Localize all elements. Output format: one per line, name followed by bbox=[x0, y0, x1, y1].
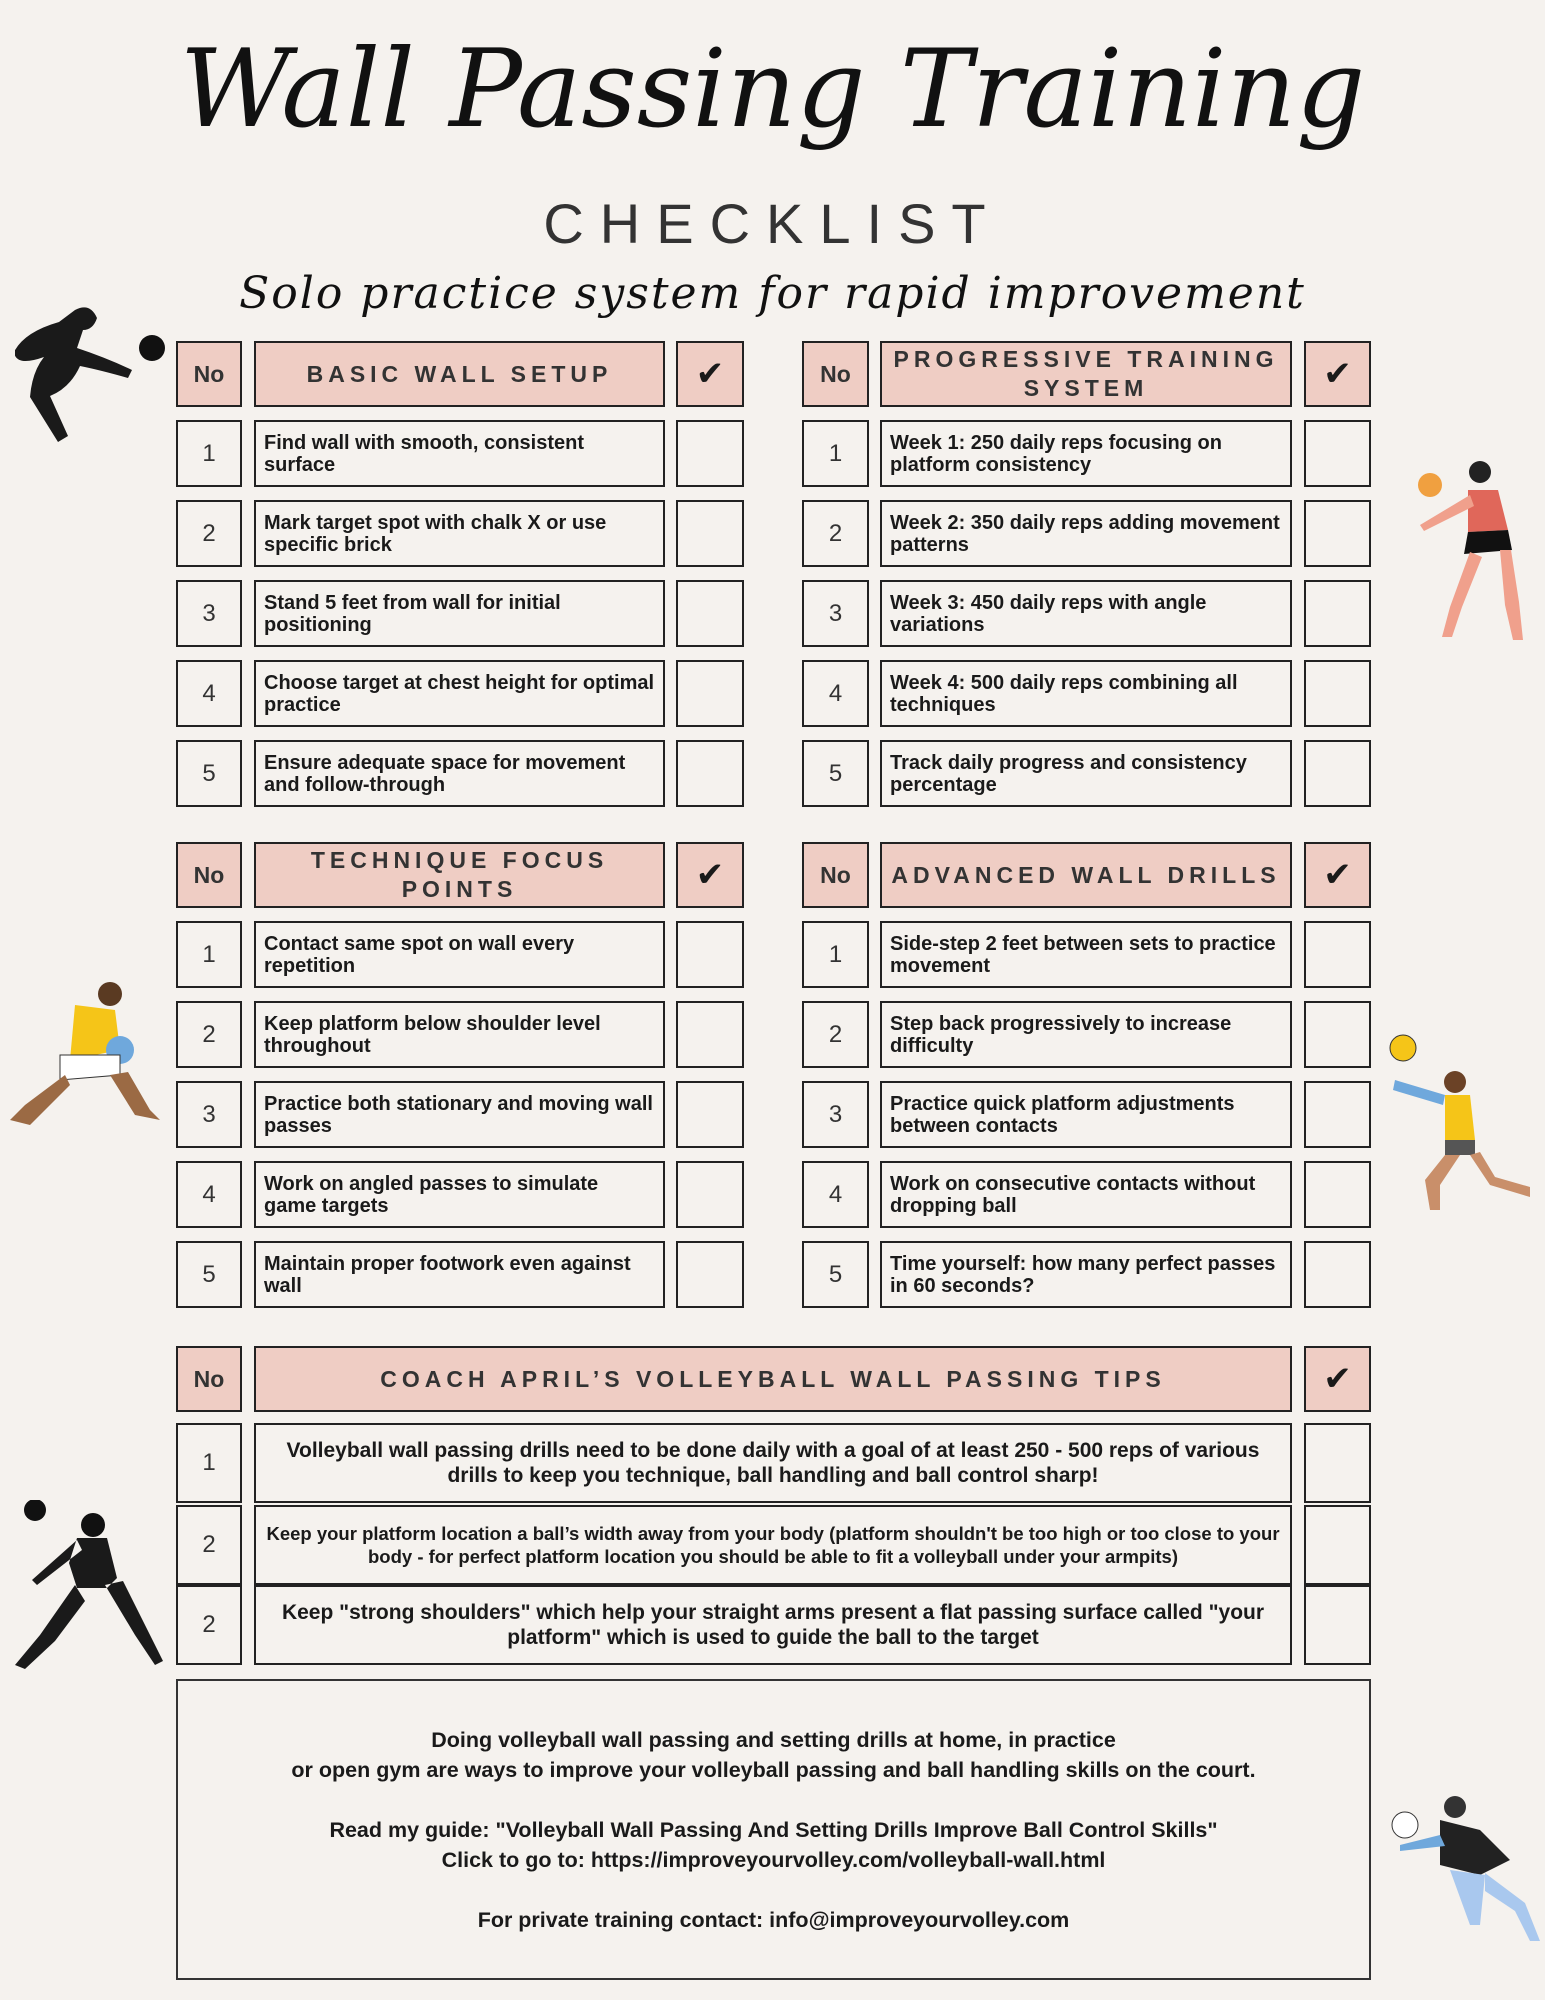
row-number-text: 3 bbox=[202, 599, 216, 627]
footer-text: or open gym are ways to improve your volleyball passing and ball handling skills on the court. bbox=[291, 1758, 1256, 1782]
check-column-header bbox=[1304, 341, 1371, 407]
row-number-text: 2 bbox=[828, 519, 843, 547]
checklist-item-text: Week 4: 500 daily reps combining all techniques bbox=[890, 671, 1238, 716]
section-title bbox=[880, 341, 1292, 407]
row-number-text: 5 bbox=[828, 759, 843, 787]
row-number bbox=[176, 1161, 242, 1228]
row-number bbox=[802, 1161, 869, 1228]
checkbox[interactable] bbox=[676, 1001, 744, 1068]
checklist-item-text: Keep "strong shoulders" which help your straight arms present a flat passing surface called "your platform" which is used to guide the ball to the target bbox=[281, 1601, 1265, 1649]
checklist-item-text: Find wall with smooth, consistent surface bbox=[264, 431, 585, 476]
checklist-item bbox=[254, 660, 665, 727]
row-number bbox=[802, 1001, 869, 1068]
checkbox[interactable] bbox=[1304, 660, 1371, 727]
checklist-item bbox=[254, 921, 665, 988]
checklist-item-text: Keep platform below shoulder level throughout bbox=[264, 1012, 601, 1057]
player-blue-icon bbox=[1380, 1795, 1545, 1945]
footer-info-box bbox=[176, 1679, 1371, 1980]
player-yellow-jersey-icon bbox=[5, 980, 160, 1140]
checklist-item-text: Volleyball wall passing drills need to be done daily with a goal of at least 250 - 500 reps of various drills to keep you technique, ball handling and ball control sharp! bbox=[286, 1439, 1260, 1487]
checkbox[interactable] bbox=[1304, 1505, 1371, 1585]
checklist-item-text: Contact same spot on wall every repetition bbox=[264, 932, 575, 977]
checklist-item bbox=[254, 1081, 665, 1148]
row-number bbox=[802, 660, 869, 727]
checklist-item-text: Side-step 2 feet between sets to practice movement bbox=[890, 932, 1276, 977]
row-number bbox=[802, 921, 869, 988]
row-number-text: 4 bbox=[202, 679, 216, 707]
no-column-header bbox=[802, 842, 869, 908]
row-number bbox=[176, 420, 242, 487]
checklist-item bbox=[880, 420, 1292, 487]
checklist-item-text: Week 3: 450 daily reps with angle variations bbox=[890, 591, 1207, 636]
checkbox[interactable] bbox=[1304, 500, 1371, 567]
checklist-item bbox=[254, 1161, 665, 1228]
row-number bbox=[176, 1423, 242, 1503]
section-title bbox=[254, 842, 665, 908]
checkbox[interactable] bbox=[676, 1081, 744, 1148]
checklist-item-text: Ensure adequate space for movement and follow-through bbox=[264, 751, 626, 796]
footer-text: Doing volleyball wall passing and setting drills at home, in practice bbox=[431, 1728, 1116, 1752]
row-number-text: 3 bbox=[202, 1100, 216, 1128]
checklist-item bbox=[254, 1585, 1292, 1665]
checkbox[interactable] bbox=[1304, 740, 1371, 807]
contact-email[interactable]: For private training contact: info@improveyourvolley.com bbox=[477, 1908, 1070, 1932]
checklist-item bbox=[880, 660, 1292, 727]
checklist-item bbox=[254, 580, 665, 647]
checkbox[interactable] bbox=[676, 580, 744, 647]
no-column-header bbox=[176, 842, 242, 908]
guide-text: Read my guide: "Volleyball Wall Passing And Setting Drills Improve Ball Control Skills" bbox=[329, 1818, 1218, 1842]
checklist-item-text: Maintain proper footwork even against wall bbox=[264, 1252, 631, 1297]
player-silhouette-icon bbox=[15, 290, 170, 450]
checkmark-icon: ✔ bbox=[695, 856, 725, 894]
checklist-item bbox=[880, 1001, 1292, 1068]
no-header-label: No bbox=[193, 861, 225, 888]
row-number-text: 5 bbox=[828, 1260, 843, 1288]
checklist-item bbox=[254, 1505, 1292, 1585]
checklist-item bbox=[254, 1423, 1292, 1503]
checklist-item bbox=[254, 740, 665, 807]
checklist-item-text: Stand 5 feet from wall for initial positioning bbox=[264, 591, 561, 636]
row-number-text: 4 bbox=[202, 1180, 216, 1208]
row-number bbox=[802, 500, 869, 567]
checkbox[interactable] bbox=[1304, 1241, 1371, 1308]
checkbox[interactable] bbox=[1304, 1161, 1371, 1228]
row-number bbox=[176, 740, 242, 807]
row-number-text: 2 bbox=[202, 519, 216, 547]
section-title-text: TECHNIQUE FOCUS POINTS bbox=[310, 847, 609, 902]
section-title bbox=[254, 341, 665, 407]
checkbox[interactable] bbox=[1304, 1001, 1371, 1068]
row-number-text: 2 bbox=[202, 1020, 216, 1048]
row-number-text: 2 bbox=[202, 1531, 216, 1558]
section-title bbox=[880, 842, 1292, 908]
no-header-label: No bbox=[193, 1365, 225, 1392]
checkbox[interactable] bbox=[1304, 921, 1371, 988]
checkbox[interactable] bbox=[1304, 1081, 1371, 1148]
section-title-text: PROGRESSIVE TRAINING SYSTEM bbox=[893, 346, 1279, 401]
checklist-item-text: Week 1: 250 daily reps focusing on platform consistency bbox=[890, 431, 1222, 476]
checkmark-icon: ✔ bbox=[1323, 856, 1352, 894]
player-silhouette-icon bbox=[5, 1500, 165, 1670]
checklist-item-text: Mark target spot with chalk X or use specific brick bbox=[264, 511, 607, 556]
player-ponytail-icon bbox=[1380, 1030, 1540, 1220]
checkbox[interactable] bbox=[676, 740, 744, 807]
checkbox[interactable] bbox=[1304, 1585, 1371, 1665]
row-number-text: 1 bbox=[828, 439, 843, 467]
row-number-text: 1 bbox=[202, 1449, 216, 1476]
checklist-item bbox=[254, 1241, 665, 1308]
row-number bbox=[176, 1241, 242, 1308]
row-number-text: 5 bbox=[202, 759, 216, 787]
checklist-item bbox=[254, 500, 665, 567]
checklist-item-text: Practice quick platform adjustments between contacts bbox=[890, 1092, 1235, 1137]
checklist-item-text: Week 2: 350 daily reps adding movement patterns bbox=[890, 511, 1280, 556]
checklist-item bbox=[254, 1001, 665, 1068]
check-column-header bbox=[676, 842, 744, 908]
section-title-text: ADVANCED WALL DRILLS bbox=[891, 861, 1281, 888]
row-number-text: 3 bbox=[828, 599, 843, 627]
row-number bbox=[176, 580, 242, 647]
checkbox[interactable] bbox=[676, 420, 744, 487]
check-column-header bbox=[1304, 1346, 1371, 1412]
checkbox[interactable] bbox=[1304, 580, 1371, 647]
checklist-item-text: Step back progressively to increase difficulty bbox=[890, 1012, 1232, 1057]
checkbox[interactable] bbox=[1304, 420, 1371, 487]
checklist-item-text: Work on consecutive contacts without dropping ball bbox=[890, 1172, 1256, 1217]
row-number-text: 2 bbox=[202, 1611, 216, 1638]
checkmark-icon: ✔ bbox=[1323, 355, 1352, 393]
checklist-item-text: Work on angled passes to simulate game targets bbox=[264, 1172, 599, 1217]
checkbox[interactable] bbox=[1304, 1423, 1371, 1503]
no-header-label: No bbox=[820, 360, 851, 387]
row-number bbox=[176, 1081, 242, 1148]
page-title: Wall Passing Training bbox=[179, 27, 1366, 152]
row-number bbox=[176, 1001, 242, 1068]
check-column-header bbox=[1304, 842, 1371, 908]
checkmark-icon: ✔ bbox=[695, 355, 725, 393]
checkbox[interactable] bbox=[676, 660, 744, 727]
row-number-text: 3 bbox=[828, 1100, 843, 1128]
checklist-item bbox=[880, 500, 1292, 567]
section-title-text: BASIC WALL SETUP bbox=[306, 360, 613, 387]
checklist-item bbox=[880, 1081, 1292, 1148]
check-column-header bbox=[676, 341, 744, 407]
checklist-heading: CHECKLIST bbox=[543, 192, 1002, 255]
player-passing-icon bbox=[1410, 460, 1545, 675]
checklist-item-text: Keep your platform location a ball’s width away from your body (platform shouldn't be too high or too close to your body - for perfect platform location you should be able to fit a volleyball under your armpits) bbox=[266, 1523, 1280, 1567]
row-number-text: 1 bbox=[202, 439, 216, 467]
checklist-item bbox=[880, 921, 1292, 988]
row-number bbox=[176, 660, 242, 727]
row-number bbox=[176, 500, 242, 567]
no-header-label: No bbox=[193, 360, 225, 387]
no-column-header bbox=[176, 1346, 242, 1412]
checklist-item-text: Time yourself: how many perfect passes in 60 seconds? bbox=[890, 1252, 1276, 1297]
no-header-label: No bbox=[820, 861, 851, 888]
row-number-text: 5 bbox=[202, 1260, 216, 1288]
row-number-text: 4 bbox=[828, 1180, 843, 1208]
section-title-text: COACH APRIL’S VOLLEYBALL WALL PASSING TIPS bbox=[380, 1365, 1166, 1392]
checkmark-icon: ✔ bbox=[1323, 1360, 1352, 1398]
checklist-item bbox=[254, 420, 665, 487]
row-number bbox=[802, 1241, 869, 1308]
checklist-item-text: Practice both stationary and moving wall passes bbox=[264, 1092, 653, 1137]
subtitle: Solo practice system for rapid improvement bbox=[239, 268, 1306, 319]
checklist-item bbox=[880, 1241, 1292, 1308]
row-number-text: 1 bbox=[202, 940, 216, 968]
row-number-text: 1 bbox=[828, 940, 843, 968]
checklist-item-text: Choose target at chest height for optimal practice bbox=[264, 671, 655, 716]
row-number bbox=[802, 740, 869, 807]
checklist-item bbox=[880, 740, 1292, 807]
checkbox[interactable] bbox=[676, 921, 744, 988]
row-number bbox=[802, 580, 869, 647]
guide-link[interactable]: Click to go to: https://improveyourvolley.com/volleyball-wall.html bbox=[441, 1848, 1106, 1872]
no-column-header bbox=[176, 341, 242, 407]
section-title bbox=[254, 1346, 1292, 1412]
row-number-text: 2 bbox=[828, 1020, 843, 1048]
checkbox[interactable] bbox=[676, 500, 744, 567]
checklist-item bbox=[880, 580, 1292, 647]
row-number bbox=[176, 1585, 242, 1665]
row-number bbox=[176, 921, 242, 988]
checkbox[interactable] bbox=[676, 1161, 744, 1228]
row-number bbox=[176, 1505, 242, 1585]
checklist-item-text: Track daily progress and consistency percentage bbox=[890, 751, 1247, 796]
row-number bbox=[802, 1081, 869, 1148]
no-column-header bbox=[802, 341, 869, 407]
checklist-item bbox=[880, 1161, 1292, 1228]
row-number bbox=[802, 420, 869, 487]
row-number-text: 4 bbox=[828, 679, 843, 707]
checkbox[interactable] bbox=[676, 1241, 744, 1308]
